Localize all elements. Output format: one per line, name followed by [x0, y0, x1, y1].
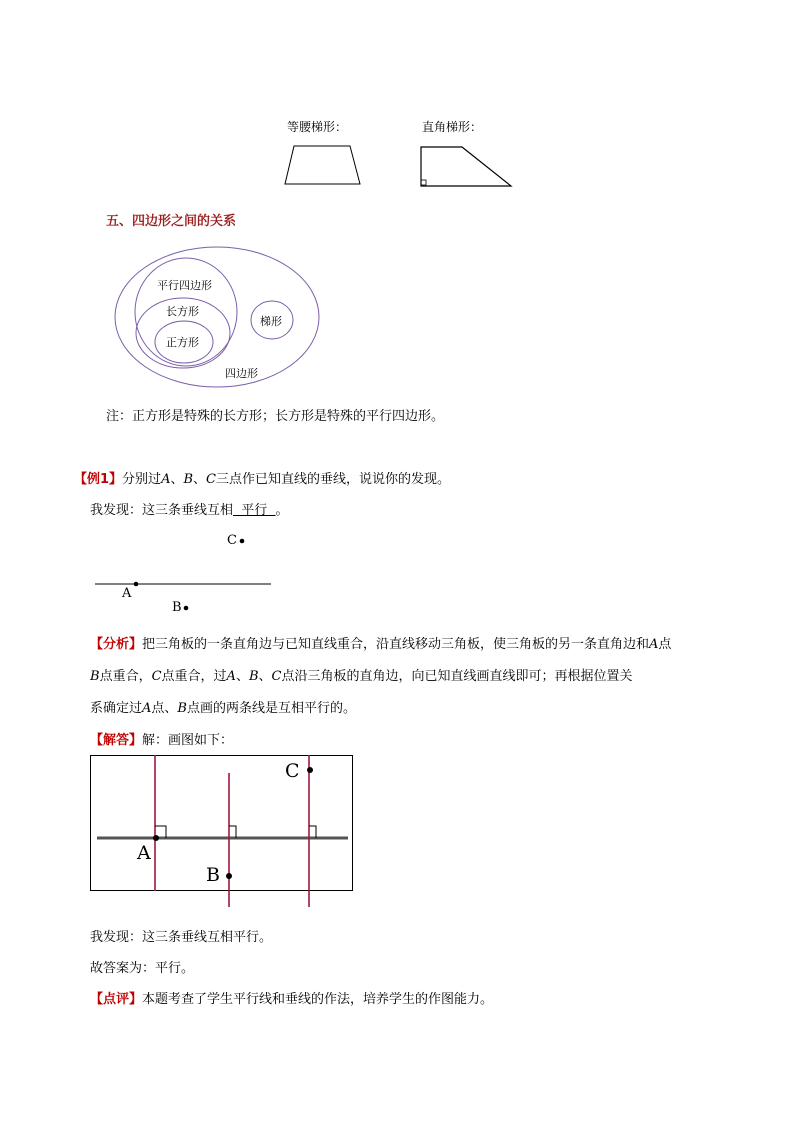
fig2-label-b: B	[206, 864, 220, 886]
venn-label-parallelogram: 平行四边形	[157, 279, 212, 292]
venn-label-rectangle: 长方形	[166, 305, 199, 318]
fig2-label-a: A	[137, 842, 151, 864]
analysis-tag: 【分析】	[90, 637, 143, 652]
venn-label-trapezoid: 梯形	[260, 315, 282, 328]
venn-label-square: 正方形	[166, 336, 199, 349]
venn-label-quadrilateral: 四边形	[225, 367, 258, 380]
solution-point-b	[226, 873, 232, 879]
fig1-label-c: C	[227, 533, 237, 548]
analysis-line-1: 【分析】把三角板的一条直角边与已知直线重合，沿直线移动三角板，使三角板的另一条直角边和A点	[90, 637, 672, 652]
right-trapezoid-label: 直角梯形：	[422, 120, 483, 134]
solution-point-c	[307, 767, 313, 773]
answer-tag: 【解答】	[90, 733, 143, 748]
isosceles-trapezoid-label: 等腰梯形：	[287, 120, 348, 134]
example-question: 【例1】分别过A、B、C三点作已知直线的垂线，说说你的发现。	[74, 472, 451, 487]
answer-line: 【解答】解：画图如下：	[90, 733, 234, 748]
solution-frame	[91, 756, 353, 891]
solution-point-a	[153, 835, 159, 841]
note-text: 注：正方形是特殊的长方形；长方形是特殊的平行四边形。	[106, 409, 445, 424]
section-title: 五、四边形之间的关系	[106, 214, 237, 229]
fig1-label-b: B	[172, 600, 182, 615]
finding-blank: 平行	[233, 503, 276, 518]
analysis-line-2: B点重合，C点重合，过A、B、C点沿三角板的直角边，向已知直线画直线即可；再根据位置关	[90, 669, 633, 684]
fig2-label-c: C	[285, 760, 300, 782]
final-answer-line: 故答案为：平行。	[90, 961, 195, 976]
fig1-label-a: A	[122, 586, 132, 601]
comment-line: 【点评】本题考查了学生平行线和垂线的作法，培养学生的作图能力。	[90, 992, 494, 1007]
conclusion-line: 我发现：这三条垂线互相平行。	[90, 930, 273, 945]
comment-tag: 【点评】	[90, 992, 143, 1007]
analysis-line-3: 系确定过A点、B点画的两条线是互相平行的。	[90, 701, 356, 716]
example-tag: 【例1】	[74, 472, 123, 487]
finding-line: 我发现：这三条垂线互相 平行 。	[90, 503, 289, 518]
